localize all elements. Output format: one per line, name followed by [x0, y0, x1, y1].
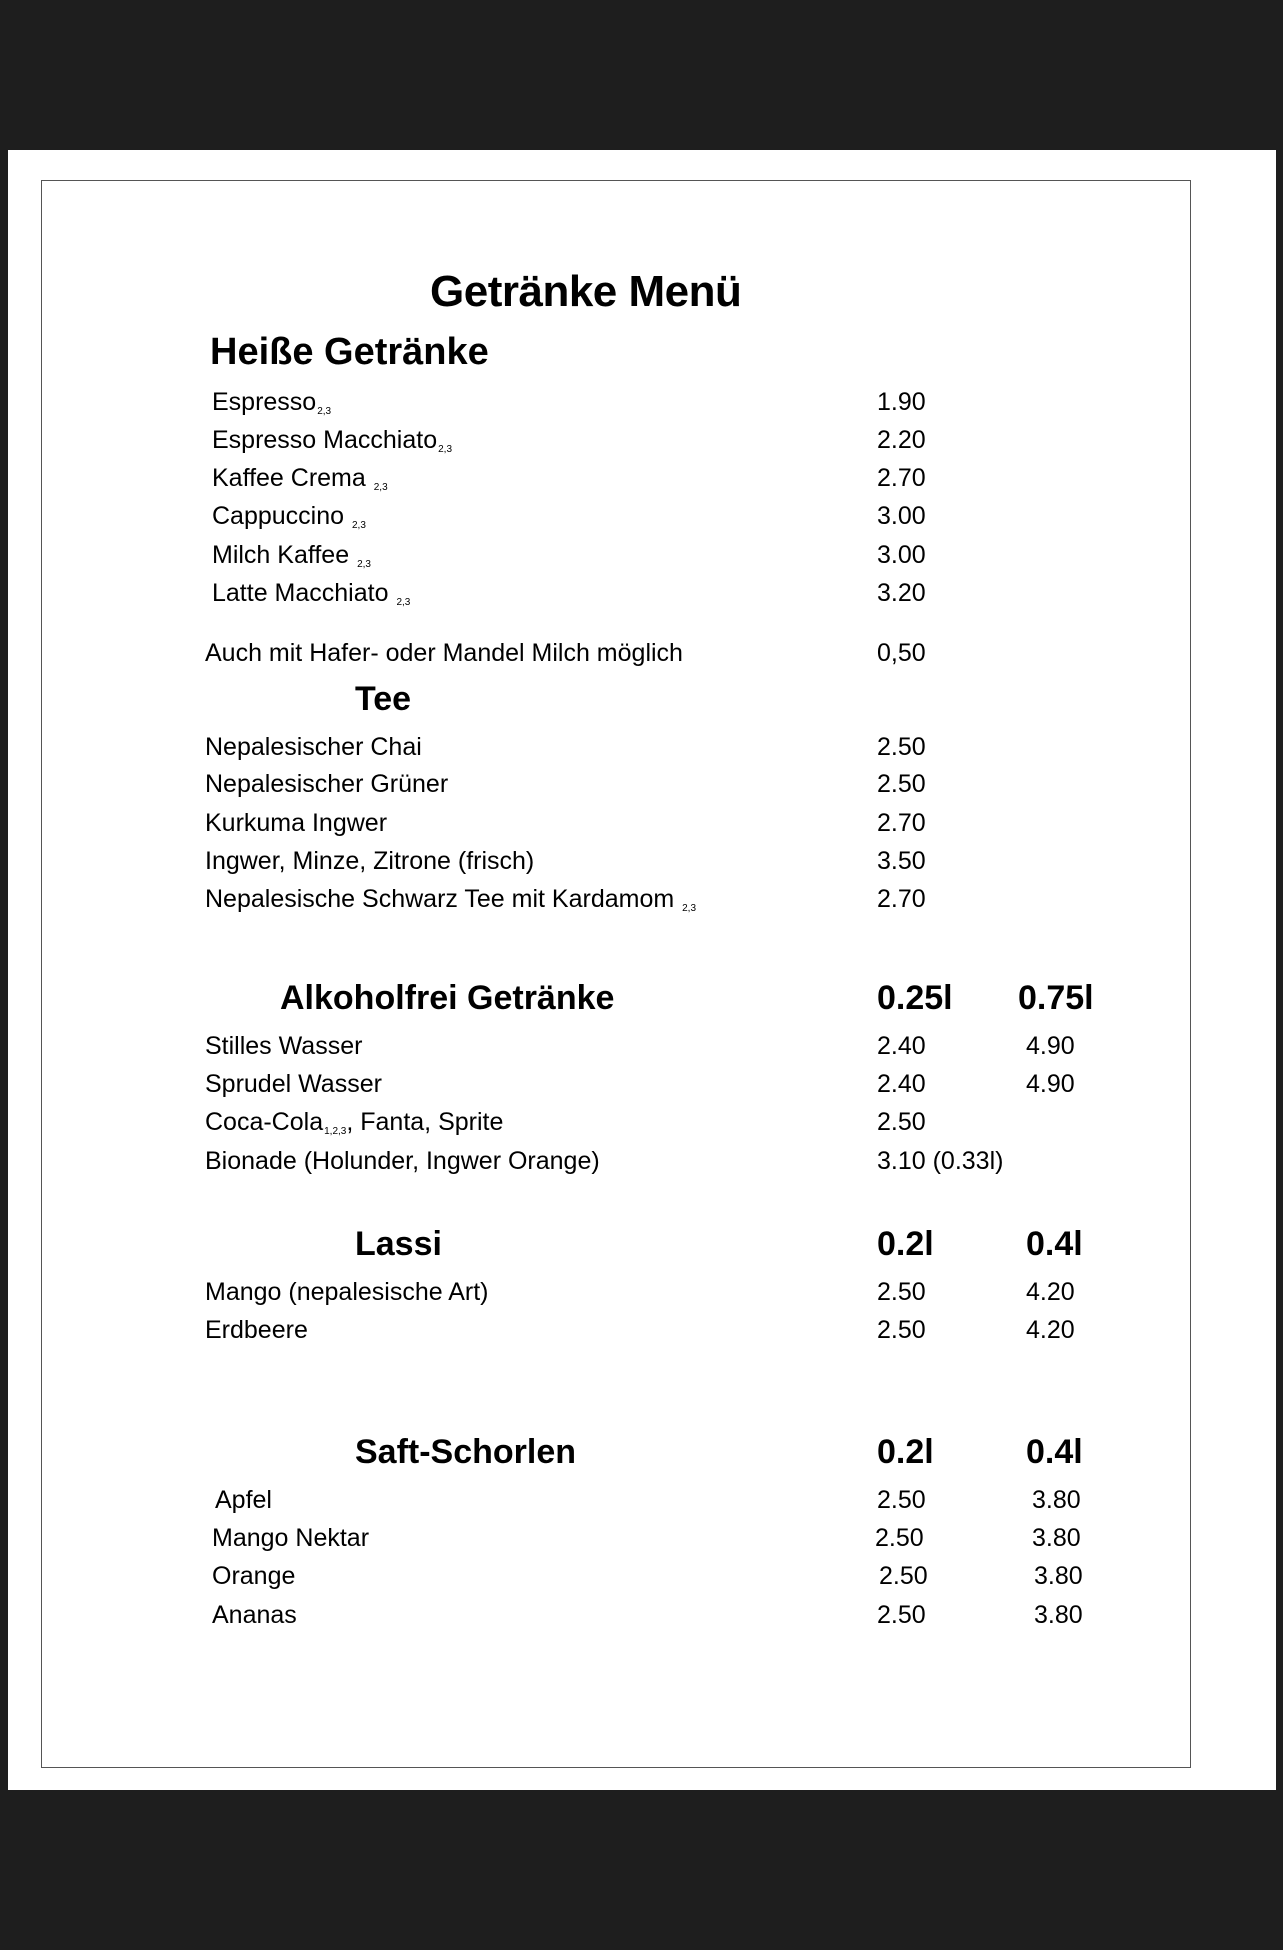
item-price: 2.50 — [877, 770, 926, 798]
list-item: Ingwer, Minze, Zitrone (frisch) — [205, 847, 535, 875]
list-item: Kaffee Crema 2,3 — [212, 464, 388, 493]
list-item: Nepalesischer Grüner — [205, 770, 449, 798]
list-item: Latte Macchiato 2,3 — [212, 579, 411, 608]
list-item: Stilles Wasser — [205, 1032, 363, 1060]
item-price: 3.00 — [877, 541, 926, 569]
item-price: 3.20 — [877, 579, 926, 607]
item-price: 2.40 — [877, 1070, 926, 1098]
item-price: 2.50 — [877, 1601, 926, 1629]
list-item: Espresso Macchiato2,3 — [212, 426, 453, 455]
list-item: Espresso2,3 — [212, 388, 332, 417]
list-item: Nepalesischer Chai — [205, 733, 422, 761]
column-header-size-1: 0.25l — [877, 979, 953, 1017]
item-price: 3.10 (0.33l) — [877, 1147, 1004, 1175]
list-item: Milch Kaffee 2,3 — [212, 541, 371, 570]
item-price: 2.70 — [877, 885, 926, 913]
item-price: 2.20 — [877, 426, 926, 454]
item-price: 2.50 — [879, 1562, 928, 1590]
section-heading-tea: Tee — [355, 680, 412, 718]
item-price: 2.50 — [877, 1108, 926, 1136]
section-heading-lassi: Lassi — [355, 1225, 442, 1263]
item-price: 3.80 — [1032, 1486, 1081, 1514]
item-price: 2.50 — [877, 1486, 926, 1514]
item-price: 2.50 — [877, 1316, 926, 1344]
list-item: Coca-Cola1,2,3, Fanta, Sprite — [205, 1108, 504, 1137]
list-item: Kurkuma Ingwer — [205, 809, 388, 837]
item-price: 3.00 — [877, 502, 926, 530]
list-item: Erdbeere — [205, 1316, 308, 1344]
column-header-size-2: 0.75l — [1018, 979, 1094, 1017]
item-price: 0,50 — [877, 639, 926, 667]
item-price: 3.80 — [1034, 1601, 1083, 1629]
list-item: Sprudel Wasser — [205, 1070, 382, 1098]
column-header-size-2: 0.4l — [1026, 1433, 1083, 1471]
section-heading-soft: Alkoholfrei Getränke — [280, 979, 615, 1017]
list-item: Orange — [212, 1562, 296, 1590]
list-item: Mango Nektar — [212, 1524, 370, 1552]
list-item: Bionade (Holunder, Ingwer Orange) — [205, 1147, 600, 1175]
column-header-size-2: 0.4l — [1026, 1225, 1083, 1263]
item-price: 3.80 — [1034, 1562, 1083, 1590]
item-price: 1.90 — [877, 388, 926, 416]
menu-page — [8, 150, 1276, 1790]
column-header-size-1: 0.2l — [877, 1433, 934, 1471]
list-item: Ananas — [212, 1601, 297, 1629]
milk-option-note: Auch mit Hafer- oder Mandel Milch möglich — [205, 639, 683, 667]
item-price: 4.90 — [1026, 1070, 1075, 1098]
item-price: 4.20 — [1026, 1316, 1075, 1344]
item-price: 4.20 — [1026, 1278, 1075, 1306]
item-price: 2.50 — [875, 1524, 924, 1552]
list-item: Mango (nepalesische Art) — [205, 1278, 489, 1306]
item-price: 3.80 — [1032, 1524, 1081, 1552]
list-item: Apfel — [215, 1486, 272, 1514]
item-price: 2.50 — [877, 733, 926, 761]
item-price: 2.70 — [877, 809, 926, 837]
item-price: 4.90 — [1026, 1032, 1075, 1060]
list-item: Nepalesische Schwarz Tee mit Kardamom 2,3 — [205, 885, 697, 914]
item-price: 2.70 — [877, 464, 926, 492]
column-header-size-1: 0.2l — [877, 1225, 934, 1263]
item-price: 2.50 — [877, 1278, 926, 1306]
list-item: Cappuccino 2,3 — [212, 502, 366, 531]
item-price: 3.50 — [877, 847, 926, 875]
section-heading-hot: Heiße Getränke — [210, 331, 489, 373]
page-title: Getränke Menü — [430, 267, 742, 316]
item-price: 2.40 — [877, 1032, 926, 1060]
section-heading-juice: Saft-Schorlen — [355, 1433, 577, 1471]
